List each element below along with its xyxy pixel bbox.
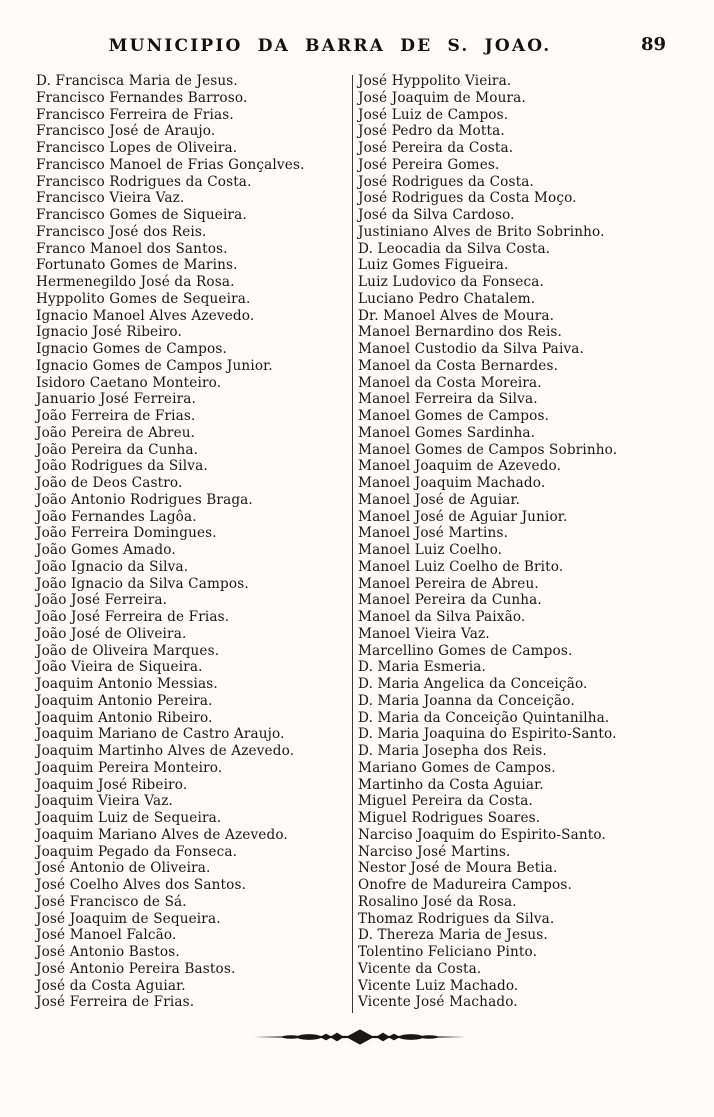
list-item-name: Thomaz Rodrigues da Silva. [358,910,555,927]
list-item-name: Joaquim Pereira Monteiro. [36,759,223,776]
list-item-name: Francisco José dos Reis. [36,223,207,240]
list-item-name: Manoel Joaquim Machado. [358,475,546,491]
list-item-name: Manoel da Costa Moreira. [358,374,542,391]
list-item-name: José Joaquim de Sequeira. [36,910,221,927]
list-item-name: Manoel Gomes Sardinha. [358,424,536,441]
list-item-name: Vicente da Costa. [358,960,482,977]
list-item-name: João Gomes Amado. [36,542,176,558]
list-item-name: Miguel Pereira da Costa. [358,793,534,810]
list-item-name: Luiz Ludovico da Fonseca. [358,274,544,290]
list-item-name: João Ignacio da Silva Campos. [36,575,249,592]
list-item-name: Joaquim Luiz de Sequeira. [36,810,222,826]
list-item-name: José Pereira da Costa. [358,140,514,156]
list-item-name: Vicente José Machado. [358,994,518,1011]
list-item-name: Luciano Pedro Chatalem. [358,290,536,307]
list-item-name: D. Thereza Maria de Jesus. [358,927,548,944]
list-item-name: José Coelho Alves dos Santos. [36,877,247,893]
list-item-name: José Ferreira de Frias. [36,994,195,1011]
list-item-name: João Ferreira de Frias. [36,408,196,424]
running-title: MUNICIPIO DA BARRA DE S. JOAO. [108,36,552,56]
list-item-name: Miguel Rodrigues Soares. [358,810,541,826]
list-item-name: Onofre de Madureira Campos. [358,877,572,893]
list-item-name: José Rodrigues da Costa Moço. [358,190,577,207]
list-item-name: D. Maria Joanna da Conceição. [358,692,575,709]
list-item-name: Manoel Luiz Coelho de Brito. [358,558,564,575]
list-item-name: João José Ferreira de Frias. [36,609,230,625]
list-item-name: Ignacio Gomes de Campos. [36,341,227,357]
list-item-name: Manoel José de Aguiar Junior. [358,508,568,525]
list-item-name: João Pereira da Cunha. [36,441,199,458]
list-item-name: D. Maria da Conceição Quintanilha. [358,709,610,726]
list-item-name: Francisco Gomes de Siqueira. [36,207,247,223]
list-item-name: Ignacio Gomes de Campos Junior. [36,357,273,374]
list-item-name: Manoel Vieira Vaz. [358,625,490,642]
list-item-name: D. Francisca Maria de Jesus. [36,73,238,89]
list-item-name: Franco Manoel dos Santos. [36,240,228,257]
list-item-name: Manoel Luiz Coelho. [358,542,503,558]
list-item-name: José Antonio de Oliveira. [36,860,211,877]
list-item-name: José Luiz de Campos. [358,106,509,123]
name-column-left [36,73,348,1011]
list-item-name: Manoel da Costa Bernardes. [358,357,559,374]
list-item-name: Isidoro Caetano Monteiro. [36,374,222,391]
list-item-name: José Pereira Gomes. [358,156,500,173]
list-item-name: Vicente Luiz Machado. [358,977,519,994]
list-item-name: Narciso José Martins. [358,843,511,860]
list-item-name: D. Maria Esmeria. [358,659,487,676]
list-item-name: João Antonio Rodrigues Braga. [36,491,253,508]
list-item-name: João de Deos Castro. [36,475,183,491]
list-item-name: Ignacio José Ribeiro. [36,324,182,341]
list-item-name: Manoel Joaquim de Azevedo. [358,458,562,475]
list-item-name: Martinho da Costa Aguiar. [358,776,544,793]
name-column-right [358,73,710,1011]
list-item-name: João Rodrigues da Silva. [36,458,208,475]
list-item-name: Dr. Manoel Alves de Moura. [358,307,555,324]
list-item-name: Joaquim Antonio Ribeiro. [36,709,213,726]
list-item-name: Joaquim Martinho Alves de Azevedo. [36,743,295,759]
list-item-name: Joaquim Vieira Vaz. [36,793,174,810]
list-item-name: José Francisco de Sá. [36,893,187,910]
list-item-name: Ignacio Manoel Alves Azevedo. [36,307,255,324]
tailpiece-ornament-icon [253,1026,467,1048]
list-item-name: Joaquim José Ribeiro. [36,776,188,793]
list-item-name: Manoel José de Aguiar. [358,491,521,508]
list-item-name: Manoel Pereira de Abreu. [358,575,539,592]
list-item-name: João José de Oliveira. [36,625,187,642]
list-item-name: João Fernandes Lagôa. [36,508,197,525]
list-item-name: José da Costa Aguiar. [36,977,186,994]
list-item-name: Francisco José de Araujo. [36,123,216,140]
list-item-name: Nestor José de Moura Betia. [358,860,558,877]
list-item-name: Manoel Ferreira da Silva. [358,391,538,408]
list-item-name: João Pereira de Abreu. [36,424,196,441]
list-item-name: Manoel Gomes de Campos. [358,408,550,424]
list-item-name: Fortunato Gomes de Marins. [36,257,238,274]
list-item-name: Manoel Pereira da Cunha. [358,592,542,609]
list-item-name: Hermenegildo José da Rosa. [36,274,235,290]
list-item-name: João Vieira de Siqueira. [36,659,203,676]
list-item-name: Rosalino José da Rosa. [358,893,517,910]
list-item-name: Januario José Ferreira. [36,391,196,408]
list-item-name: Hyppolito Gomes de Sequeira. [36,290,251,307]
list-item-name: Manoel Custodio da Silva Paiva. [358,341,584,357]
list-item-name: Manoel Bernardino dos Reis. [358,324,563,341]
list-item-name: Joaquim Pegado da Fonseca. [36,843,238,860]
list-item-name: Joaquim Antonio Pereira. [36,692,213,709]
list-item-name: Francisco Manoel de Frias Gonçalves. [36,156,305,173]
list-item-name: Francisco Fernandes Barroso. [36,89,248,106]
list-item-name: João Ignacio da Silva. [36,558,189,575]
list-item-name: Narciso Joaquim do Espirito-Santo. [358,826,606,843]
list-item-name: Mariano Gomes de Campos. [358,759,556,776]
list-item-name: José da Silva Cardoso. [358,207,515,223]
list-item-name: Joaquim Mariano de Castro Araujo. [36,726,285,743]
column-divider-rule [352,75,353,1013]
list-item-name: José Rodrigues da Costa. [358,173,534,190]
list-item-name: Joaquim Mariano Alves de Azevedo. [36,826,288,843]
list-item-name: José Antonio Bastos. [36,944,180,960]
list-item-name: Joaquim Antonio Messias. [36,676,218,692]
list-item-name: José Manoel Falcão. [36,927,177,944]
list-item-name: D. Maria Angelica da Conceição. [358,676,588,692]
list-item-name: Manoel Gomes de Campos Sobrinho. [358,441,618,458]
list-item-name: Manoel da Silva Paixão. [358,609,526,625]
list-item-name: José Hyppolito Vieira. [358,73,512,89]
list-item-name: João José Ferreira. [36,592,168,609]
list-item-name: Francisco Lopes de Oliveira. [36,140,238,156]
list-item-name: João Ferreira Domingues. [36,525,217,542]
list-item-name: José Pedro da Motta. [358,123,505,140]
list-item-name: Francisco Vieira Vaz. [36,190,185,207]
list-item-name: João de Oliveira Marques. [36,642,220,659]
list-item-name: José Joaquim de Moura. [358,89,526,106]
list-item-name: D. Maria Josepha dos Reis. [358,743,547,759]
list-item-name: Luiz Gomes Figueira. [358,257,509,274]
list-item-name: D. Leocadia da Silva Costa. [358,240,551,257]
list-item-name: Francisco Rodrigues da Costa. [36,173,252,190]
list-item-name: D. Maria Joaquina do Espirito-Santo. [358,726,617,743]
list-item-name: Manoel José Martins. [358,525,509,542]
list-item-name: Francisco Ferreira de Frias. [36,106,234,123]
list-item-name: José Antonio Pereira Bastos. [36,960,236,977]
list-item-name: Justiniano Alves de Brito Sobrinho. [358,223,605,240]
list-item-name: Tolentino Feliciano Pinto. [358,944,538,960]
page-number: 89 [640,34,666,55]
list-item-name: Marcellino Gomes de Campos. [358,642,573,659]
